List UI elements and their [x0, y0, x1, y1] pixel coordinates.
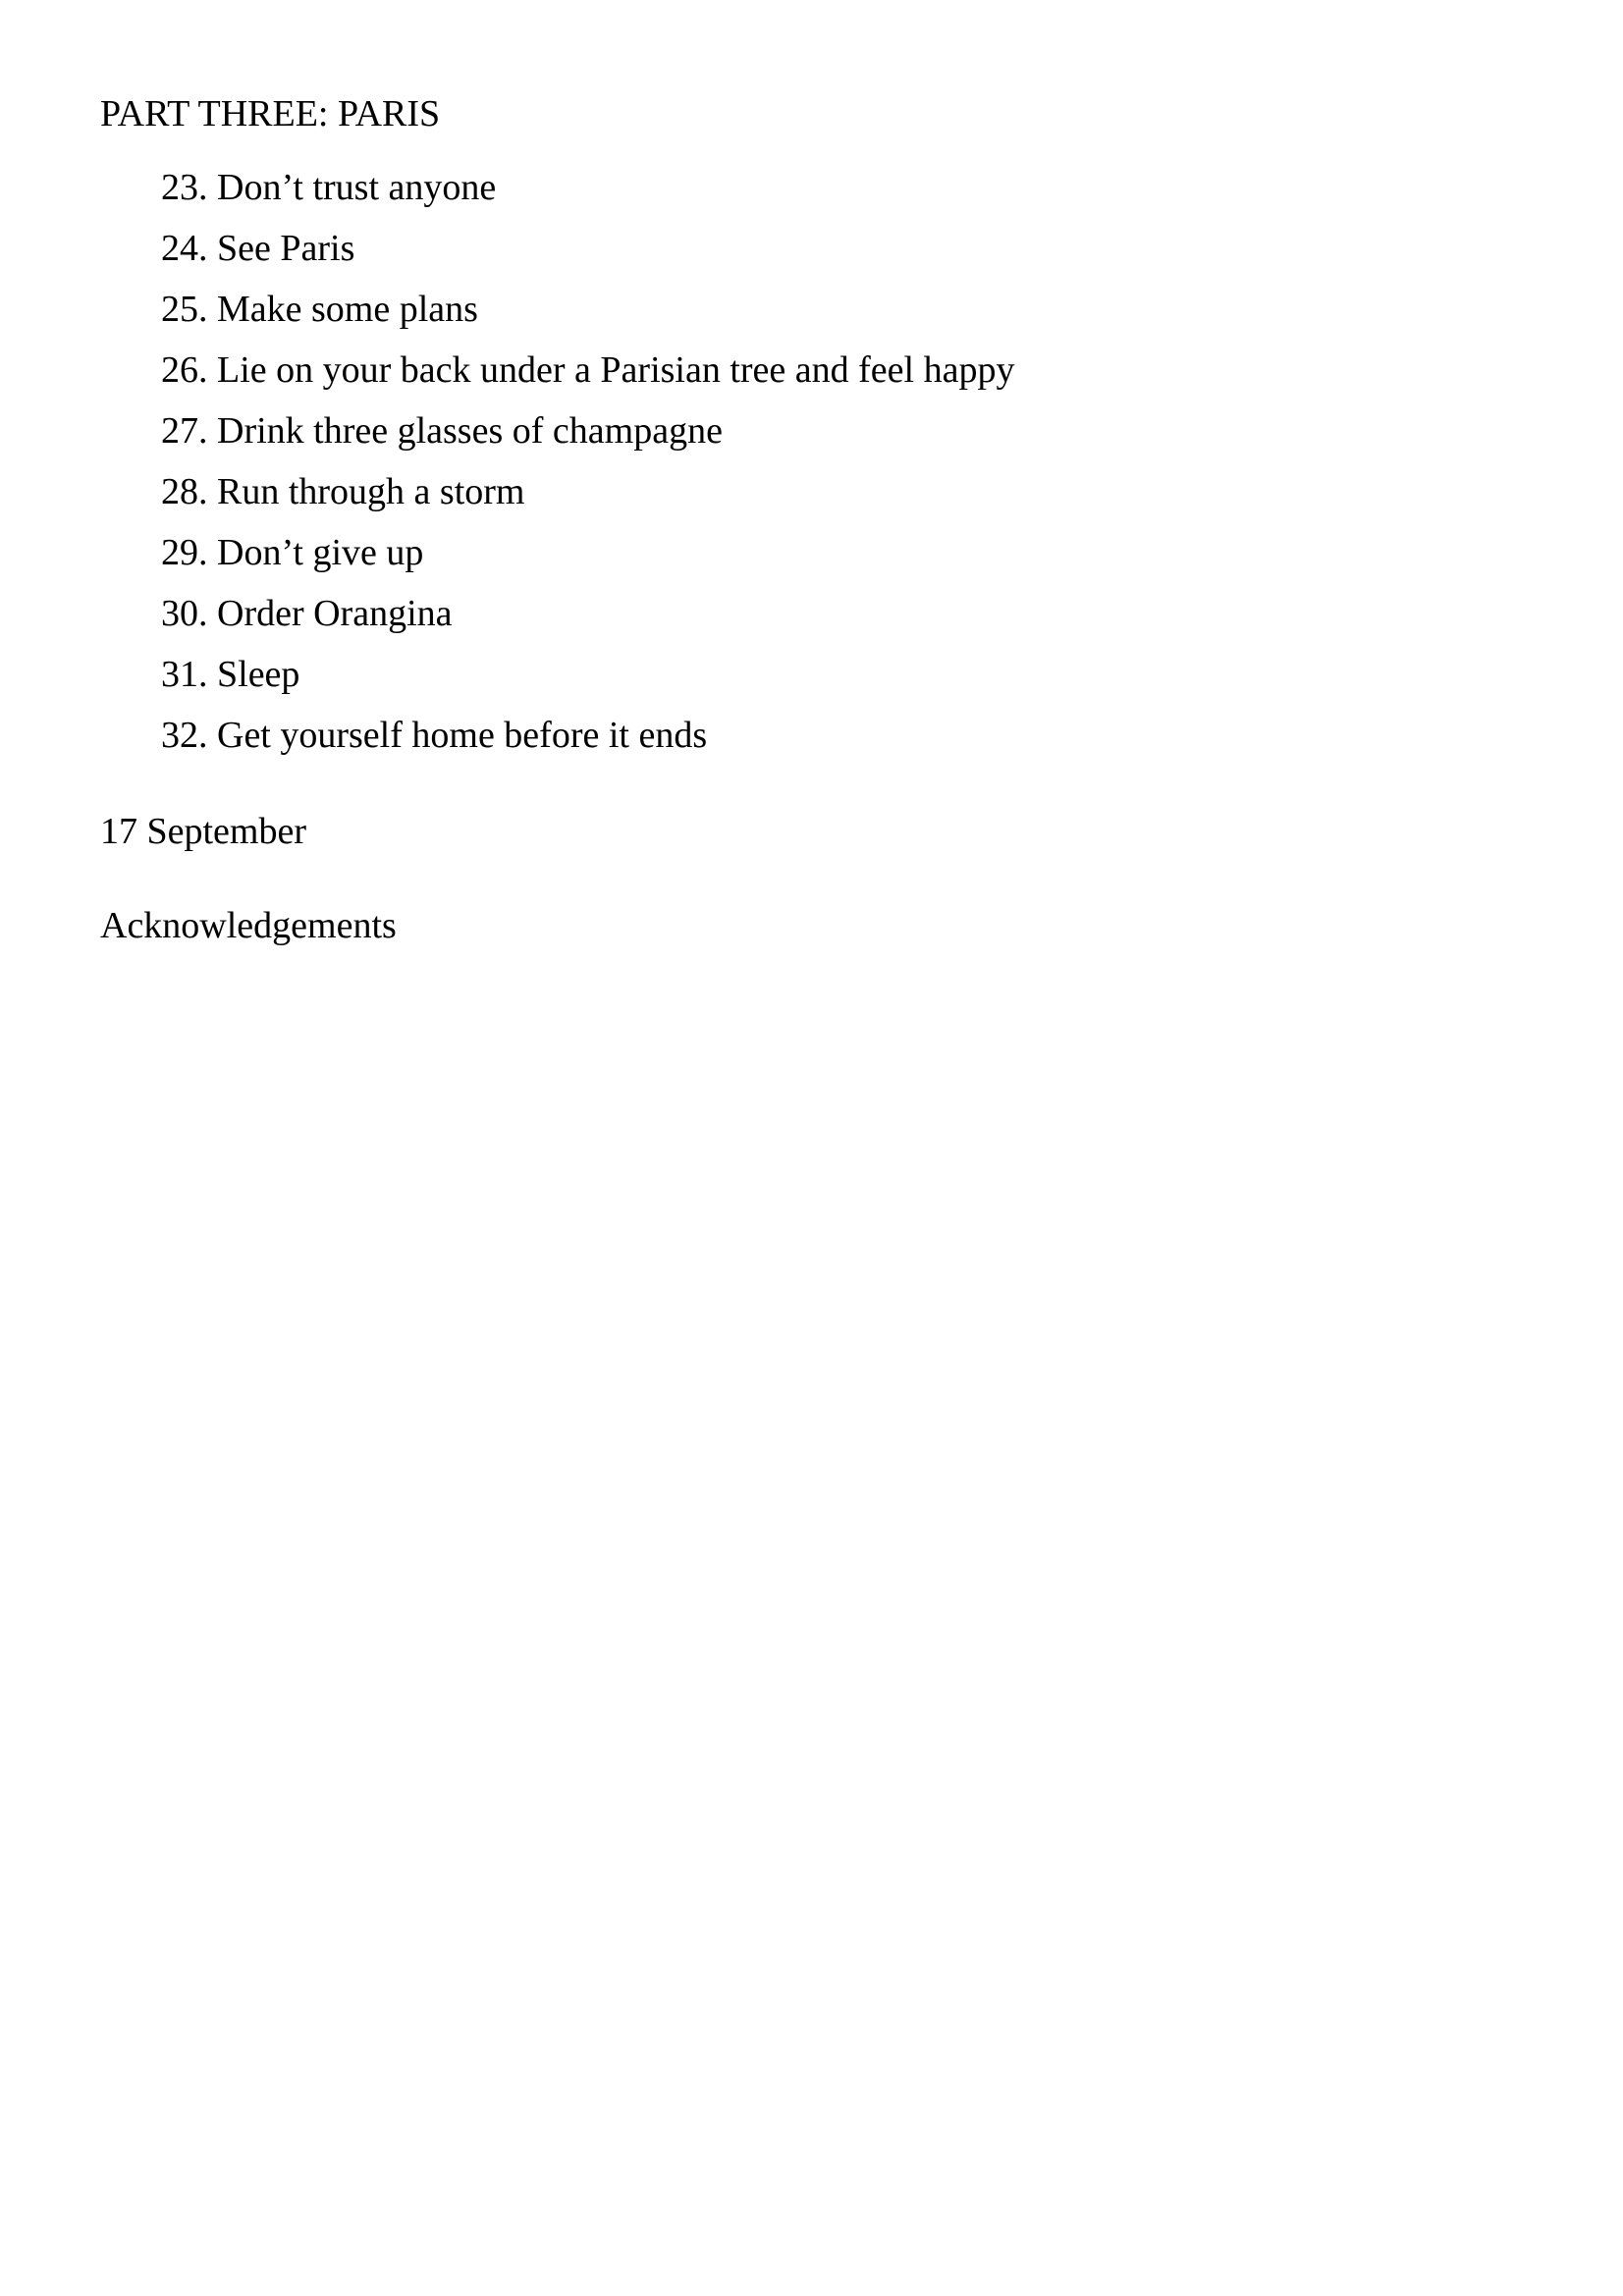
part-heading: PART THREE: PARIS [100, 93, 441, 134]
chapter-item-26: 26. Lie on your back under a Parisian tree and feel happy [161, 349, 1015, 391]
chapter-item-31: 31. Sleep [161, 654, 300, 695]
chapter-item-24: 24. See Paris [161, 228, 355, 269]
chapter-item-28: 28. Run through a storm [161, 471, 525, 512]
chapter-item-29: 29. Don’t give up [161, 532, 424, 573]
chapter-item-27: 27. Drink three glasses of champagne [161, 410, 723, 452]
chapter-list [161, 169, 1014, 777]
section-entry-acknowledgements: Acknowledgements [100, 905, 397, 946]
chapter-item-30: 30. Order Orangina [161, 593, 453, 634]
chapter-item-32: 32. Get yourself home before it ends [161, 715, 708, 756]
chapter-item-23: 23. Don’t trust anyone [161, 167, 497, 208]
chapter-item-25: 25. Make some plans [161, 289, 478, 330]
section-entry-17-september: 17 September [100, 811, 307, 852]
